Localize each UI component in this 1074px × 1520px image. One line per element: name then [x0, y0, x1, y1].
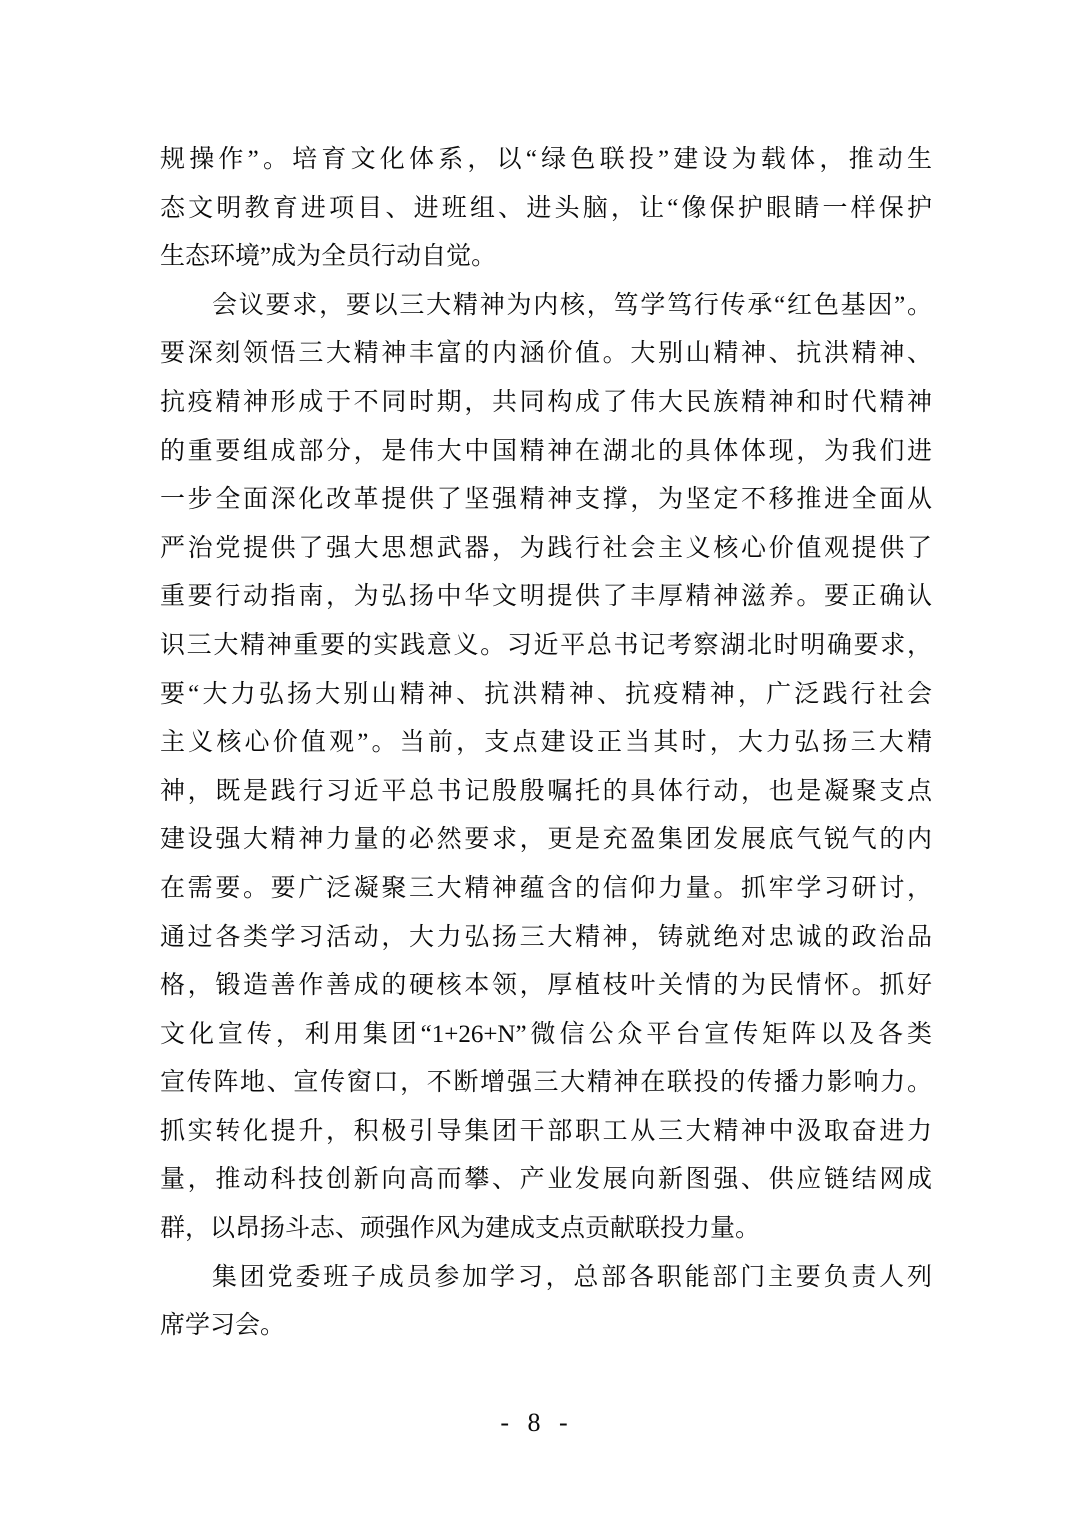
text-line: 抗疫精神形成于不同时期，共同构成了伟大民族精神和时代精神 — [160, 388, 932, 416]
text-line: 神，既是践行习近平总书记殷殷嘱托的具体行动，也是凝聚支点 — [160, 777, 932, 805]
text-line: 文化宣传，利用集团“1+26+N”微信公众平台宣传矩阵以及各类 — [160, 1020, 932, 1048]
text-line: 生态环境”成为全员行动自觉。 — [160, 243, 497, 271]
text-line: 会议要求，要以三大精神为内核，笃学笃行传承“红色基因”。 — [212, 291, 932, 319]
text-line: 量，推动科技创新向高而攀、产业发展向新图强、供应链结网成 — [160, 1166, 932, 1194]
text-line: 席学习会。 — [160, 1312, 286, 1340]
text-line: 格，锻造善作善成的硬核本领，厚植枝叶关情的为民情怀。抓好 — [160, 972, 932, 1000]
text-line: 要深刻领悟三大精神丰富的内涵价值。大别山精神、抗洪精神、 — [160, 340, 932, 368]
page-number: - 8 - — [500, 1408, 574, 1437]
text-line: 严治党提供了强大思想武器，为践行社会主义核心价值观提供了 — [160, 534, 932, 562]
text-line: 宣传阵地、宣传窗口，不断增强三大精神在联投的传播力影响力。 — [160, 1069, 932, 1097]
text-line: 识三大精神重要的实践意义。习近平总书记考察湖北时明确要求， — [160, 631, 932, 659]
text-line: 规操作”。培育文化体系，以“绿色联投”建设为载体，推动生 — [160, 146, 932, 173]
text-line: 一步全面深化改革提供了坚强精神支撑，为坚定不移推进全面从 — [160, 486, 932, 514]
text-line: 要“大力弘扬大别山精神、抗洪精神、抗疫精神，广泛践行社会 — [160, 680, 932, 708]
paragraph — [160, 282, 932, 1254]
text-content — [160, 136, 932, 1351]
paragraph — [160, 136, 932, 282]
text-line: 主义核心价值观”。当前，支点建设正当其时，大力弘扬三大精 — [160, 729, 932, 757]
text-line: 建设强大精神力量的必然要求，更是充盈集团发展底气锐气的内 — [160, 826, 932, 854]
text-line: 集团党委班子成员参加学习，总部各职能部门主要负责人列 — [212, 1263, 932, 1291]
text-line: 在需要。要广泛凝聚三大精神蕴含的信仰力量。抓牢学习研讨， — [160, 874, 932, 902]
text-line: 抓实转化提升，积极引导集团干部职工从三大精神中汲取奋进力 — [160, 1117, 932, 1145]
text-line: 态文明教育进项目、进班组、进头脑，让“像保护眼睛一样保护 — [160, 194, 932, 222]
text-line: 重要行动指南，为弘扬中华文明提供了丰厚精神滋养。要正确认 — [160, 583, 932, 611]
paragraph — [160, 1254, 932, 1351]
text-line: 的重要组成部分，是伟大中国精神在湖北的具体体现，为我们进 — [160, 437, 932, 465]
text-line: 通过各类学习活动，大力弘扬三大精神，铸就绝对忠诚的政治品 — [160, 923, 932, 951]
text-line: 群，以昂扬斗志、顽强作风为建成支点贡献联投力量。 — [160, 1215, 761, 1243]
